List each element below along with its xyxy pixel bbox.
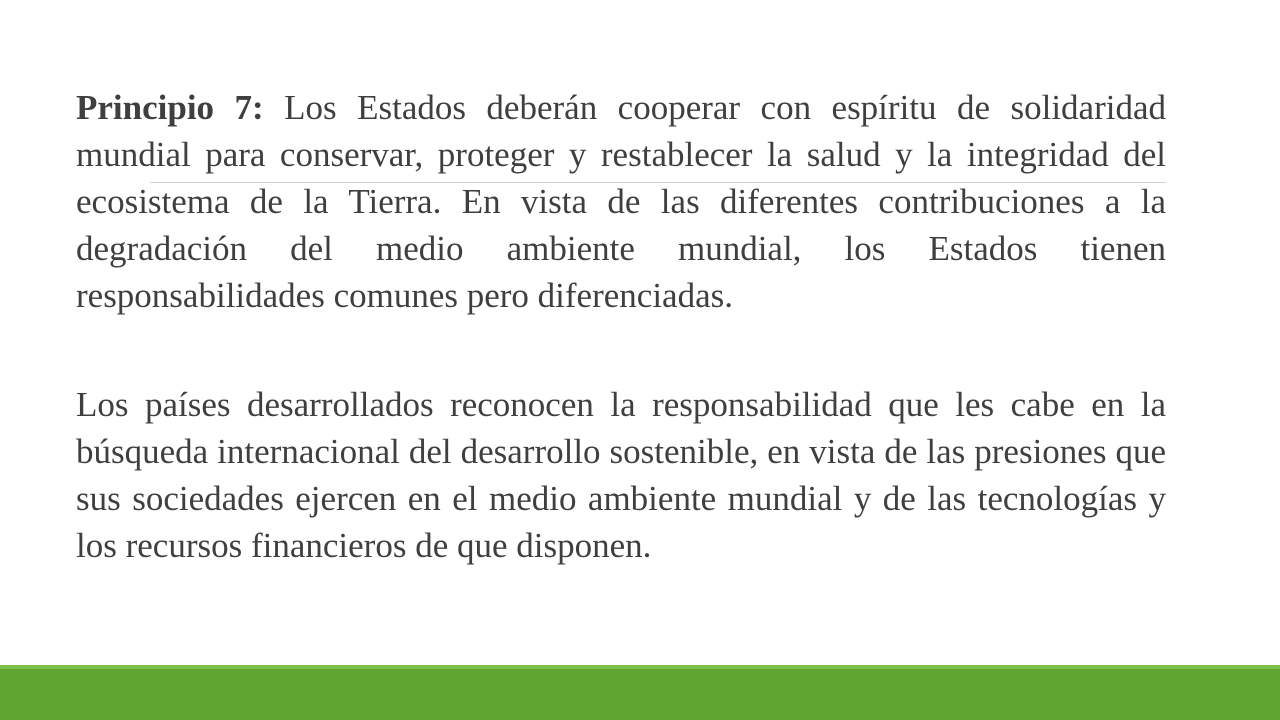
footer-bar: [0, 665, 1280, 720]
principle-text: Los Estados deberán cooperar con espíritu de solidaridad mundial para conservar, proteger y restablecer la salud y la integridad del ecosistema de la Tierra. En vista de las diferentes contribuciones a la degradación del medio ambiente mundial, los Estados tienen responsabilidades comunes pero diferenciadas.: [76, 88, 1166, 315]
slide-content: [76, 84, 1166, 569]
footer-highlight-line: [0, 665, 1280, 669]
principle-paragraph: [76, 84, 1166, 319]
developed-countries-paragraph: Los países desarrollados reconocen la responsabilidad que les cabe en la búsqueda internacional del desarrollo sostenible, en vista de las presiones que sus sociedades ejercen en el medio ambiente mundial y de las tecnologías y los recursos financieros de que disponen.: [76, 385, 1166, 565]
principle-label: Principio 7:: [76, 88, 264, 127]
